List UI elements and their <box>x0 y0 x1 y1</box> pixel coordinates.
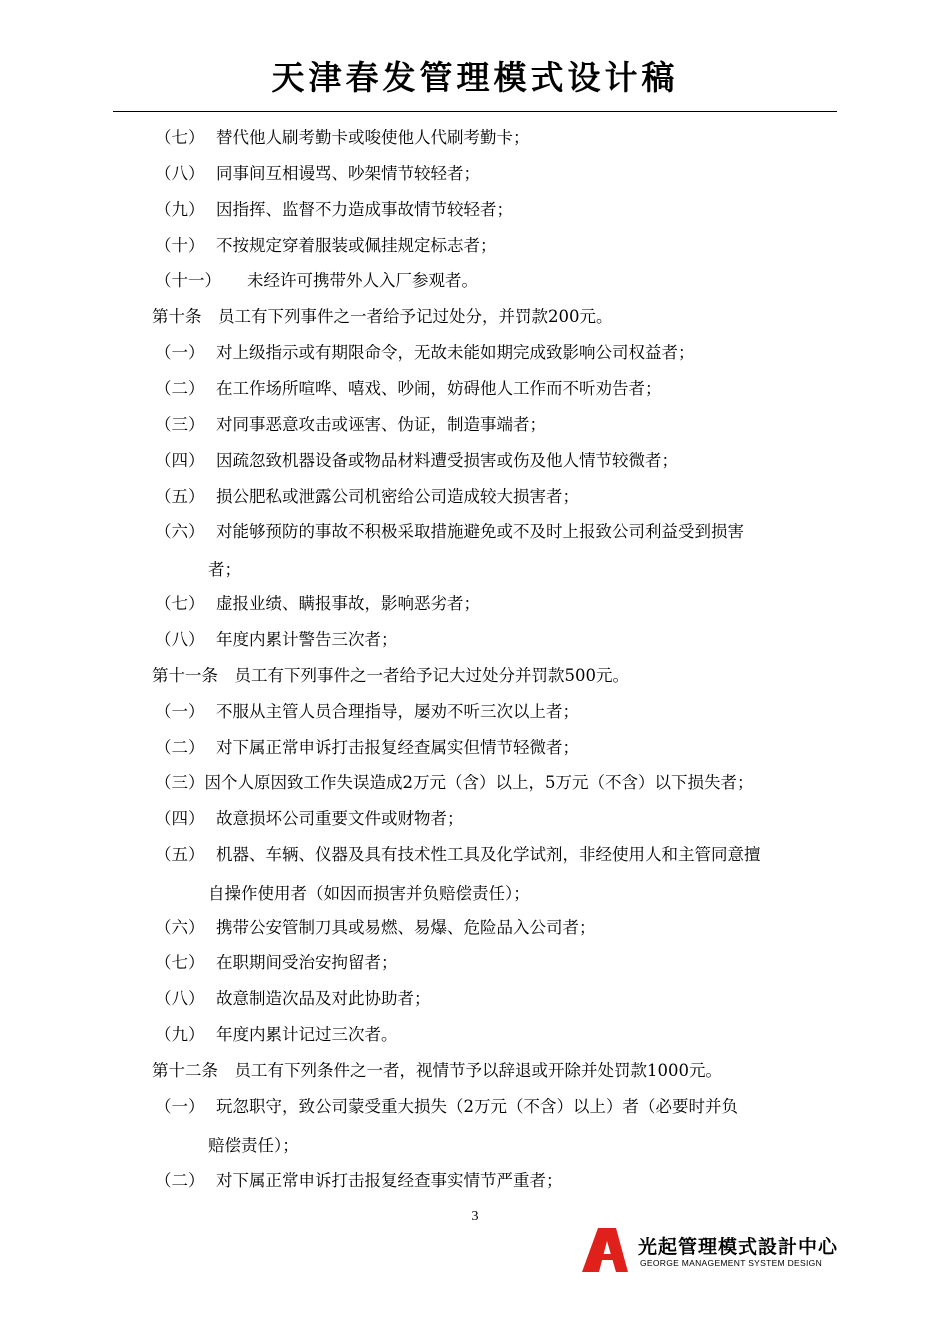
text-line: 赔偿责任）； <box>208 1136 299 1155</box>
item-text: 在职期间受治安拘留者； <box>216 953 398 972</box>
item-text: 玩忽职守，致公司蒙受重大损失（2万元（不含）以上）者（必要时并负 <box>216 1097 738 1116</box>
item-number: （六） <box>155 522 205 541</box>
item-number: （二） <box>155 379 205 398</box>
item-text: 对下属正常申诉打击报复经查事实情节严重者； <box>216 1171 563 1190</box>
text-line: 第十一条 员工有下列事件之一者给予记大过处分并罚款500元。 <box>152 666 629 685</box>
item-number: （八） <box>155 630 205 649</box>
item-text: 故意制造次品及对此协助者； <box>216 989 431 1008</box>
company-logo <box>582 1228 842 1272</box>
item-number: （一） <box>155 343 205 362</box>
item-number: （二） <box>155 1171 205 1190</box>
item-number: （三） <box>155 415 205 434</box>
page-number: 3 <box>471 1209 479 1224</box>
text-line: 第十二条 员工有下列条件之一者，视情节予以辞退或开除并处罚款1000元。 <box>152 1061 722 1080</box>
item-number: （四） <box>155 809 205 828</box>
logo-subtitle: GEORGE MANAGEMENT SYSTEM DESIGN <box>640 1258 823 1268</box>
item-number: （八） <box>155 989 205 1008</box>
item-number: （一） <box>155 702 205 721</box>
item-text: 携带公安管制刀具或易燃、易爆、危险品入公司者； <box>216 918 596 937</box>
item-number: （十一） <box>155 271 221 290</box>
item-number: （七） <box>155 953 205 972</box>
item-text: 在工作场所喧哗、嘻戏、吵闹，妨碍他人工作而不听劝告者； <box>216 379 662 398</box>
item-number: （五） <box>155 845 205 864</box>
item-text: 机器、车辆、仪器及具有技术性工具及化学试剂，非经使用人和主管同意擅 <box>216 845 761 864</box>
item-text: 对上级指示或有期限命令，无故未能如期完成致影响公司权益者； <box>216 343 695 362</box>
text-line: 第十条 员工有下列事件之一者给予记过处分，并罚款200元。 <box>152 307 613 326</box>
item-number: （八） <box>155 164 205 183</box>
text-line: 自操作使用者（如因而损害并负赔偿责任）； <box>208 884 530 903</box>
header-rule <box>113 111 837 112</box>
item-text: 对下属正常申诉打击报复经查属实但情节轻微者； <box>216 738 579 757</box>
item-text: 未经许可携带外人入厂参观者。 <box>247 271 478 290</box>
item-text: 替代他人刷考勤卡或唆使他人代刷考勤卡； <box>216 128 530 147</box>
item-number: （六） <box>155 918 205 937</box>
item-text: 不服从主管人员合理指导，屡劝不听三次以上者； <box>216 702 579 721</box>
logo-mark-icon <box>582 1228 628 1272</box>
item-text: 因指挥、监督不力造成事故情节较轻者； <box>216 200 513 219</box>
item-text: 对同事恶意攻击或诬害、伪证，制造事端者； <box>216 415 546 434</box>
item-number: （七） <box>155 594 205 613</box>
text-line: 者； <box>208 560 241 579</box>
item-number: （十） <box>155 236 205 255</box>
item-number: （九） <box>155 200 205 219</box>
item-text: 故意损坏公司重要文件或财物者； <box>216 809 464 828</box>
item-number: （九） <box>155 1025 205 1044</box>
item-text: 因疏忽致机器设备或物品材料遭受损害或伤及他人情节较微者； <box>216 451 678 470</box>
item-text: 对能够预防的事故不积极采取措施避免或不及时上报致公司利益受到损害 <box>216 522 744 541</box>
logo-name: 光起管理模式設計中心 <box>638 1236 839 1258</box>
item-text: 同事间互相谩骂、吵架情节较轻者； <box>216 164 480 183</box>
item-text: 年度内累计警告三次者； <box>216 630 398 649</box>
text-line: （三）因个人原因致工作失误造成2万元（含）以上，5万元（不含）以下损失者； <box>155 773 754 792</box>
page-title: 天津春发管理模式设计稿 <box>271 58 679 97</box>
item-number: （一） <box>155 1097 205 1116</box>
item-number: （四） <box>155 451 205 470</box>
item-text: 年度内累计记过三次者。 <box>216 1025 398 1044</box>
item-number: （五） <box>155 487 205 506</box>
item-text: 不按规定穿着服装或佩挂规定标志者； <box>216 236 497 255</box>
item-text: 虚报业绩、瞒报事故，影响恶劣者； <box>216 594 480 613</box>
item-text: 损公肥私或泄露公司机密给公司造成较大损害者； <box>216 487 579 506</box>
item-number: （二） <box>155 738 205 757</box>
item-number: （七） <box>155 128 205 147</box>
